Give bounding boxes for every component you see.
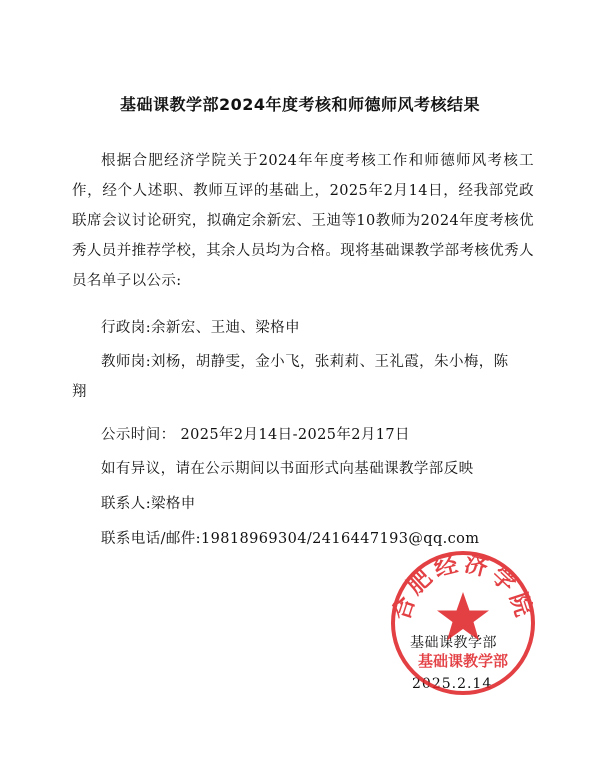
intro-paragraph: 根据合肥经济学院关于2024年年度考核工作和师德师风考核工作，经个人述职、教师互评的基础上，2025年2月14日，经我部党政联席会议讨论研究，拟确定余新宏、王迪等10教师为2024年度考核优秀人员并推荐学校，其余人员均为合格。现将基础课教学部考核优秀人员名单子以公示: xyxy=(72,153,534,289)
seal-star-icon xyxy=(437,592,489,641)
teacher-staff-line-continued: 翔 xyxy=(72,384,87,400)
teacher-staff-block xyxy=(72,347,535,407)
contact-person: 联系人:梁格申 xyxy=(101,496,196,512)
official-seal-stamp xyxy=(388,548,538,698)
signature-date: 2025.2.14 xyxy=(412,676,493,692)
seal-outer-text: 合肥经济学院 xyxy=(388,549,538,624)
publicity-period: 公示时间： 2025年2月14日-2025年2月17日 xyxy=(101,427,410,443)
admin-staff-line: 行政岗:余新宏、王迪、梁格申 xyxy=(101,320,300,336)
teacher-staff-line: 教师岗:刘杨，胡静雯，金小飞，张莉莉、王礼霞，朱小梅，陈 xyxy=(101,354,509,370)
seal-inner-text: 基础课教学部 xyxy=(417,652,509,670)
objection-note: 如有异议，请在公示期间以书面形式向基础课教学部反映 xyxy=(101,461,474,477)
contact-info: 联系电话/邮件:19818969304/2416447193@qq.com xyxy=(101,531,480,547)
signature-organization: 基础课教学部 xyxy=(410,635,497,651)
page-title: 基础课教学部2024年度考核和师德师风考核结果 xyxy=(119,95,481,114)
